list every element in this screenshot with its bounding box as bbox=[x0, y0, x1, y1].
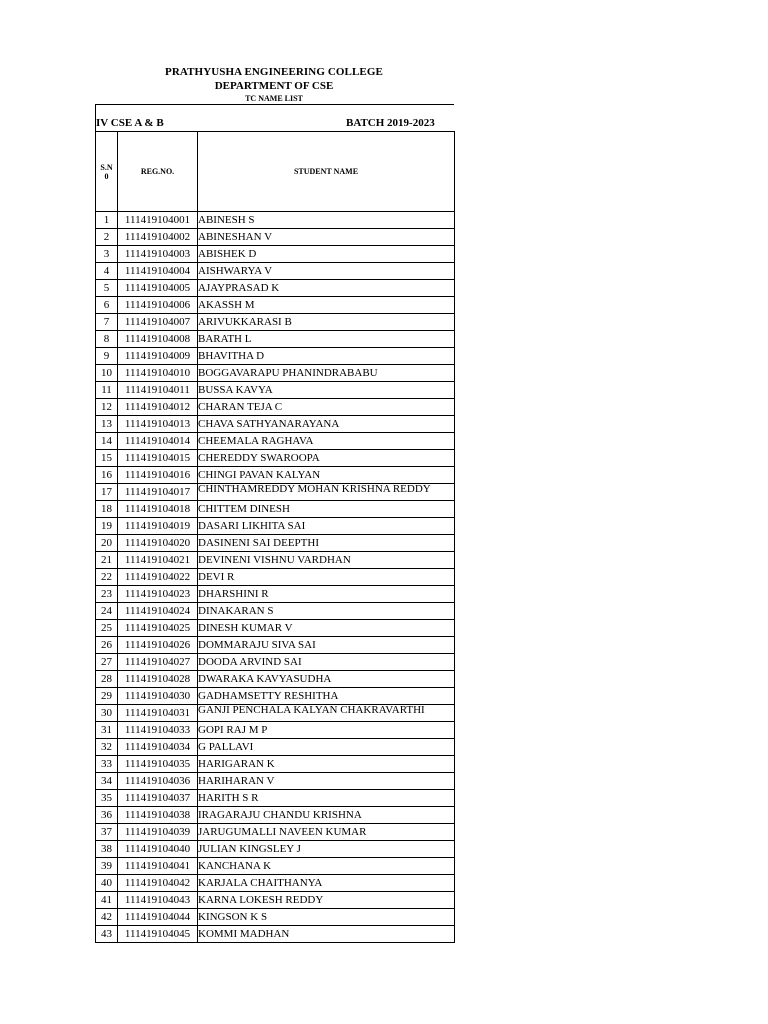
serial-number-cell: 42 bbox=[96, 909, 118, 926]
regno-cell: 111419104031 bbox=[118, 705, 198, 722]
serial-number-header-line2: 0 bbox=[104, 171, 109, 181]
student-name-cell: CHARAN TEJA C bbox=[198, 399, 455, 416]
header-rule bbox=[95, 104, 454, 105]
regno-cell: 111419104022 bbox=[118, 569, 198, 586]
table-row bbox=[96, 433, 455, 450]
table-row bbox=[96, 909, 455, 926]
student-name-cell: ABINESHAN V bbox=[198, 229, 455, 246]
regno-cell: 111419104012 bbox=[118, 399, 198, 416]
table-row bbox=[96, 416, 455, 433]
table-row bbox=[96, 484, 455, 501]
student-name-cell: DWARAKA KAVYASUDHA bbox=[198, 671, 455, 688]
class-label: IV CSE A & B bbox=[96, 117, 164, 129]
serial-number-cell: 33 bbox=[96, 756, 118, 773]
serial-number-cell: 29 bbox=[96, 688, 118, 705]
serial-number-cell: 4 bbox=[96, 263, 118, 280]
serial-number-cell: 40 bbox=[96, 875, 118, 892]
serial-number-cell: 32 bbox=[96, 739, 118, 756]
serial-number-cell: 41 bbox=[96, 892, 118, 909]
table-row bbox=[96, 722, 455, 739]
regno-cell: 111419104039 bbox=[118, 824, 198, 841]
student-name-cell: HARIHARAN V bbox=[198, 773, 455, 790]
table-row bbox=[96, 467, 455, 484]
table-row bbox=[96, 382, 455, 399]
regno-cell: 111419104004 bbox=[118, 263, 198, 280]
regno-cell: 111419104003 bbox=[118, 246, 198, 263]
student-name-cell: BHAVITHA D bbox=[198, 348, 455, 365]
student-name-cell: DINESH KUMAR V bbox=[198, 620, 455, 637]
student-name-cell: DASARI LIKHITA SAI bbox=[198, 518, 455, 535]
serial-number-cell: 20 bbox=[96, 535, 118, 552]
student-name-cell: ARIVUKKARASI B bbox=[198, 314, 455, 331]
student-name-cell: DINAKARAN S bbox=[198, 603, 455, 620]
table-row bbox=[96, 807, 455, 824]
serial-number-cell: 9 bbox=[96, 348, 118, 365]
student-name-cell: BUSSA KAVYA bbox=[198, 382, 455, 399]
serial-number-cell: 21 bbox=[96, 552, 118, 569]
serial-number-cell: 5 bbox=[96, 280, 118, 297]
table-row bbox=[96, 603, 455, 620]
student-name-cell: DEVI R bbox=[198, 569, 455, 586]
student-name-cell: DEVINENI VISHNU VARDHAN bbox=[198, 552, 455, 569]
regno-cell: 111419104044 bbox=[118, 909, 198, 926]
regno-cell: 111419104002 bbox=[118, 229, 198, 246]
student-name-cell: ABINESH S bbox=[198, 212, 455, 229]
table-row bbox=[96, 450, 455, 467]
student-name-cell: KANCHANA K bbox=[198, 858, 455, 875]
regno-cell: 111419104014 bbox=[118, 433, 198, 450]
serial-number-cell: 6 bbox=[96, 297, 118, 314]
regno-cell: 111419104007 bbox=[118, 314, 198, 331]
student-name-cell: CHINTHAMREDDY MOHAN KRISHNA REDDY bbox=[198, 484, 455, 501]
table-row bbox=[96, 688, 455, 705]
student-name-cell: DOMMARAJU SIVA SAI bbox=[198, 637, 455, 654]
regno-cell: 111419104021 bbox=[118, 552, 198, 569]
student-name-cell: HARIGARAN K bbox=[198, 756, 455, 773]
table-row bbox=[96, 280, 455, 297]
serial-number-cell: 12 bbox=[96, 399, 118, 416]
regno-cell: 111419104006 bbox=[118, 297, 198, 314]
regno-cell: 111419104011 bbox=[118, 382, 198, 399]
table-row bbox=[96, 552, 455, 569]
serial-number-cell: 34 bbox=[96, 773, 118, 790]
serial-number-cell: 16 bbox=[96, 467, 118, 484]
regno-cell: 111419104016 bbox=[118, 467, 198, 484]
table-row bbox=[96, 926, 455, 943]
table-row bbox=[96, 297, 455, 314]
student-name-cell: KARNA LOKESH REDDY bbox=[198, 892, 455, 909]
regno-header: REG.NO. bbox=[118, 132, 198, 212]
student-name-cell: KOMMI MADHAN bbox=[198, 926, 455, 943]
student-name-cell: AJAYPRASAD K bbox=[198, 280, 455, 297]
student-name-cell: BARATH L bbox=[198, 331, 455, 348]
regno-cell: 111419104019 bbox=[118, 518, 198, 535]
serial-number-cell: 7 bbox=[96, 314, 118, 331]
student-name-cell: HARITH S R bbox=[198, 790, 455, 807]
serial-number-cell: 17 bbox=[96, 484, 118, 501]
table-row bbox=[96, 841, 455, 858]
serial-number-cell: 27 bbox=[96, 654, 118, 671]
student-name-cell: DASINENI SAI DEEPTHI bbox=[198, 535, 455, 552]
table-row bbox=[96, 671, 455, 688]
student-name-cell: DHARSHINI R bbox=[198, 586, 455, 603]
serial-number-cell: 14 bbox=[96, 433, 118, 450]
table-row bbox=[96, 331, 455, 348]
table-row bbox=[96, 637, 455, 654]
student-name-cell: CHINGI PAVAN KALYAN bbox=[198, 467, 455, 484]
department-title: DEPARTMENT OF CSE bbox=[214, 80, 334, 92]
table-row bbox=[96, 314, 455, 331]
regno-cell: 111419104015 bbox=[118, 450, 198, 467]
serial-number-cell: 1 bbox=[96, 212, 118, 229]
table-row bbox=[96, 501, 455, 518]
college-title: PRATHYUSHA ENGINEERING COLLEGE bbox=[165, 66, 383, 78]
regno-cell: 111419104001 bbox=[118, 212, 198, 229]
regno-cell: 111419104018 bbox=[118, 501, 198, 518]
serial-number-cell: 35 bbox=[96, 790, 118, 807]
regno-cell: 111419104041 bbox=[118, 858, 198, 875]
serial-number-cell: 36 bbox=[96, 807, 118, 824]
regno-cell: 111419104034 bbox=[118, 739, 198, 756]
serial-number-cell: 2 bbox=[96, 229, 118, 246]
regno-cell: 111419104043 bbox=[118, 892, 198, 909]
serial-number-cell: 8 bbox=[96, 331, 118, 348]
serial-number-cell: 43 bbox=[96, 926, 118, 943]
table-row bbox=[96, 875, 455, 892]
serial-number-cell: 24 bbox=[96, 603, 118, 620]
regno-cell: 111419104009 bbox=[118, 348, 198, 365]
student-name-cell: DOODA ARVIND SAI bbox=[198, 654, 455, 671]
regno-cell: 111419104030 bbox=[118, 688, 198, 705]
serial-number-cell: 28 bbox=[96, 671, 118, 688]
table-row bbox=[96, 586, 455, 603]
table-row bbox=[96, 756, 455, 773]
table-row bbox=[96, 399, 455, 416]
table-row bbox=[96, 620, 455, 637]
student-name-cell: IRAGARAJU CHANDU KRISHNA bbox=[198, 807, 455, 824]
list-title: TC NAME LIST bbox=[245, 94, 303, 103]
student-name-header: STUDENT NAME bbox=[198, 132, 455, 212]
serial-number-cell: 11 bbox=[96, 382, 118, 399]
student-name-cell: GANJI PENCHALA KALYAN CHAKRAVARTHI bbox=[198, 705, 455, 722]
regno-cell: 111419104036 bbox=[118, 773, 198, 790]
serial-number-cell: 26 bbox=[96, 637, 118, 654]
regno-cell: 111419104028 bbox=[118, 671, 198, 688]
table-row bbox=[96, 569, 455, 586]
serial-number-cell: 10 bbox=[96, 365, 118, 382]
serial-number-cell: 37 bbox=[96, 824, 118, 841]
student-name-cell: GADHAMSETTY RESHITHA bbox=[198, 688, 455, 705]
serial-number-cell: 3 bbox=[96, 246, 118, 263]
student-name-cell: G PALLAVI bbox=[198, 739, 455, 756]
regno-cell: 111419104037 bbox=[118, 790, 198, 807]
student-name-cell: GOPI RAJ M P bbox=[198, 722, 455, 739]
regno-cell: 111419104010 bbox=[118, 365, 198, 382]
regno-cell: 111419104038 bbox=[118, 807, 198, 824]
regno-cell: 111419104017 bbox=[118, 484, 198, 501]
table-row bbox=[96, 705, 455, 722]
regno-cell: 111419104008 bbox=[118, 331, 198, 348]
table-row bbox=[96, 263, 455, 280]
student-name-cell: CHEEMALA RAGHAVA bbox=[198, 433, 455, 450]
regno-cell: 111419104024 bbox=[118, 603, 198, 620]
serial-number-header-line1: S.N bbox=[100, 162, 113, 172]
regno-cell: 111419104033 bbox=[118, 722, 198, 739]
table-row bbox=[96, 790, 455, 807]
student-name-cell: JULIAN KINGSLEY J bbox=[198, 841, 455, 858]
serial-number-cell: 25 bbox=[96, 620, 118, 637]
student-table bbox=[95, 131, 455, 943]
student-name-cell: KARJALA CHAITHANYA bbox=[198, 875, 455, 892]
regno-cell: 111419104020 bbox=[118, 535, 198, 552]
student-name-cell: CHAVA SATHYANARAYANA bbox=[198, 416, 455, 433]
table-row bbox=[96, 773, 455, 790]
serial-number-cell: 22 bbox=[96, 569, 118, 586]
serial-number-header bbox=[96, 132, 118, 212]
regno-cell: 111419104035 bbox=[118, 756, 198, 773]
table-row bbox=[96, 518, 455, 535]
table-row bbox=[96, 824, 455, 841]
table-row bbox=[96, 858, 455, 875]
regno-cell: 111419104025 bbox=[118, 620, 198, 637]
table-row bbox=[96, 892, 455, 909]
regno-cell: 111419104027 bbox=[118, 654, 198, 671]
serial-number-cell: 18 bbox=[96, 501, 118, 518]
student-name-cell: AISHWARYA V bbox=[198, 263, 455, 280]
regno-cell: 111419104023 bbox=[118, 586, 198, 603]
serial-number-cell: 19 bbox=[96, 518, 118, 535]
student-name-cell: AKASSH M bbox=[198, 297, 455, 314]
regno-cell: 111419104013 bbox=[118, 416, 198, 433]
serial-number-cell: 38 bbox=[96, 841, 118, 858]
table-row bbox=[96, 348, 455, 365]
regno-cell: 111419104005 bbox=[118, 280, 198, 297]
student-name-cell: KINGSON K S bbox=[198, 909, 455, 926]
student-name-cell: JARUGUMALLI NAVEEN KUMAR bbox=[198, 824, 455, 841]
table-row bbox=[96, 365, 455, 382]
table-row bbox=[96, 229, 455, 246]
table-row bbox=[96, 739, 455, 756]
serial-number-cell: 39 bbox=[96, 858, 118, 875]
regno-cell: 111419104040 bbox=[118, 841, 198, 858]
table-row bbox=[96, 212, 455, 229]
student-name-cell: CHITTEM DINESH bbox=[198, 501, 455, 518]
serial-number-cell: 23 bbox=[96, 586, 118, 603]
regno-cell: 111419104042 bbox=[118, 875, 198, 892]
table-row bbox=[96, 535, 455, 552]
serial-number-cell: 15 bbox=[96, 450, 118, 467]
batch-label: BATCH 2019-2023 bbox=[346, 117, 435, 129]
serial-number-cell: 30 bbox=[96, 705, 118, 722]
student-name-cell: ABISHEK D bbox=[198, 246, 455, 263]
regno-cell: 111419104026 bbox=[118, 637, 198, 654]
table-header-row bbox=[96, 132, 455, 212]
student-name-cell: BOGGAVARAPU PHANINDRABABU bbox=[198, 365, 455, 382]
regno-cell: 111419104045 bbox=[118, 926, 198, 943]
table-row bbox=[96, 246, 455, 263]
student-name-cell: CHEREDDY SWAROOPA bbox=[198, 450, 455, 467]
table-row bbox=[96, 654, 455, 671]
serial-number-cell: 31 bbox=[96, 722, 118, 739]
serial-number-cell: 13 bbox=[96, 416, 118, 433]
